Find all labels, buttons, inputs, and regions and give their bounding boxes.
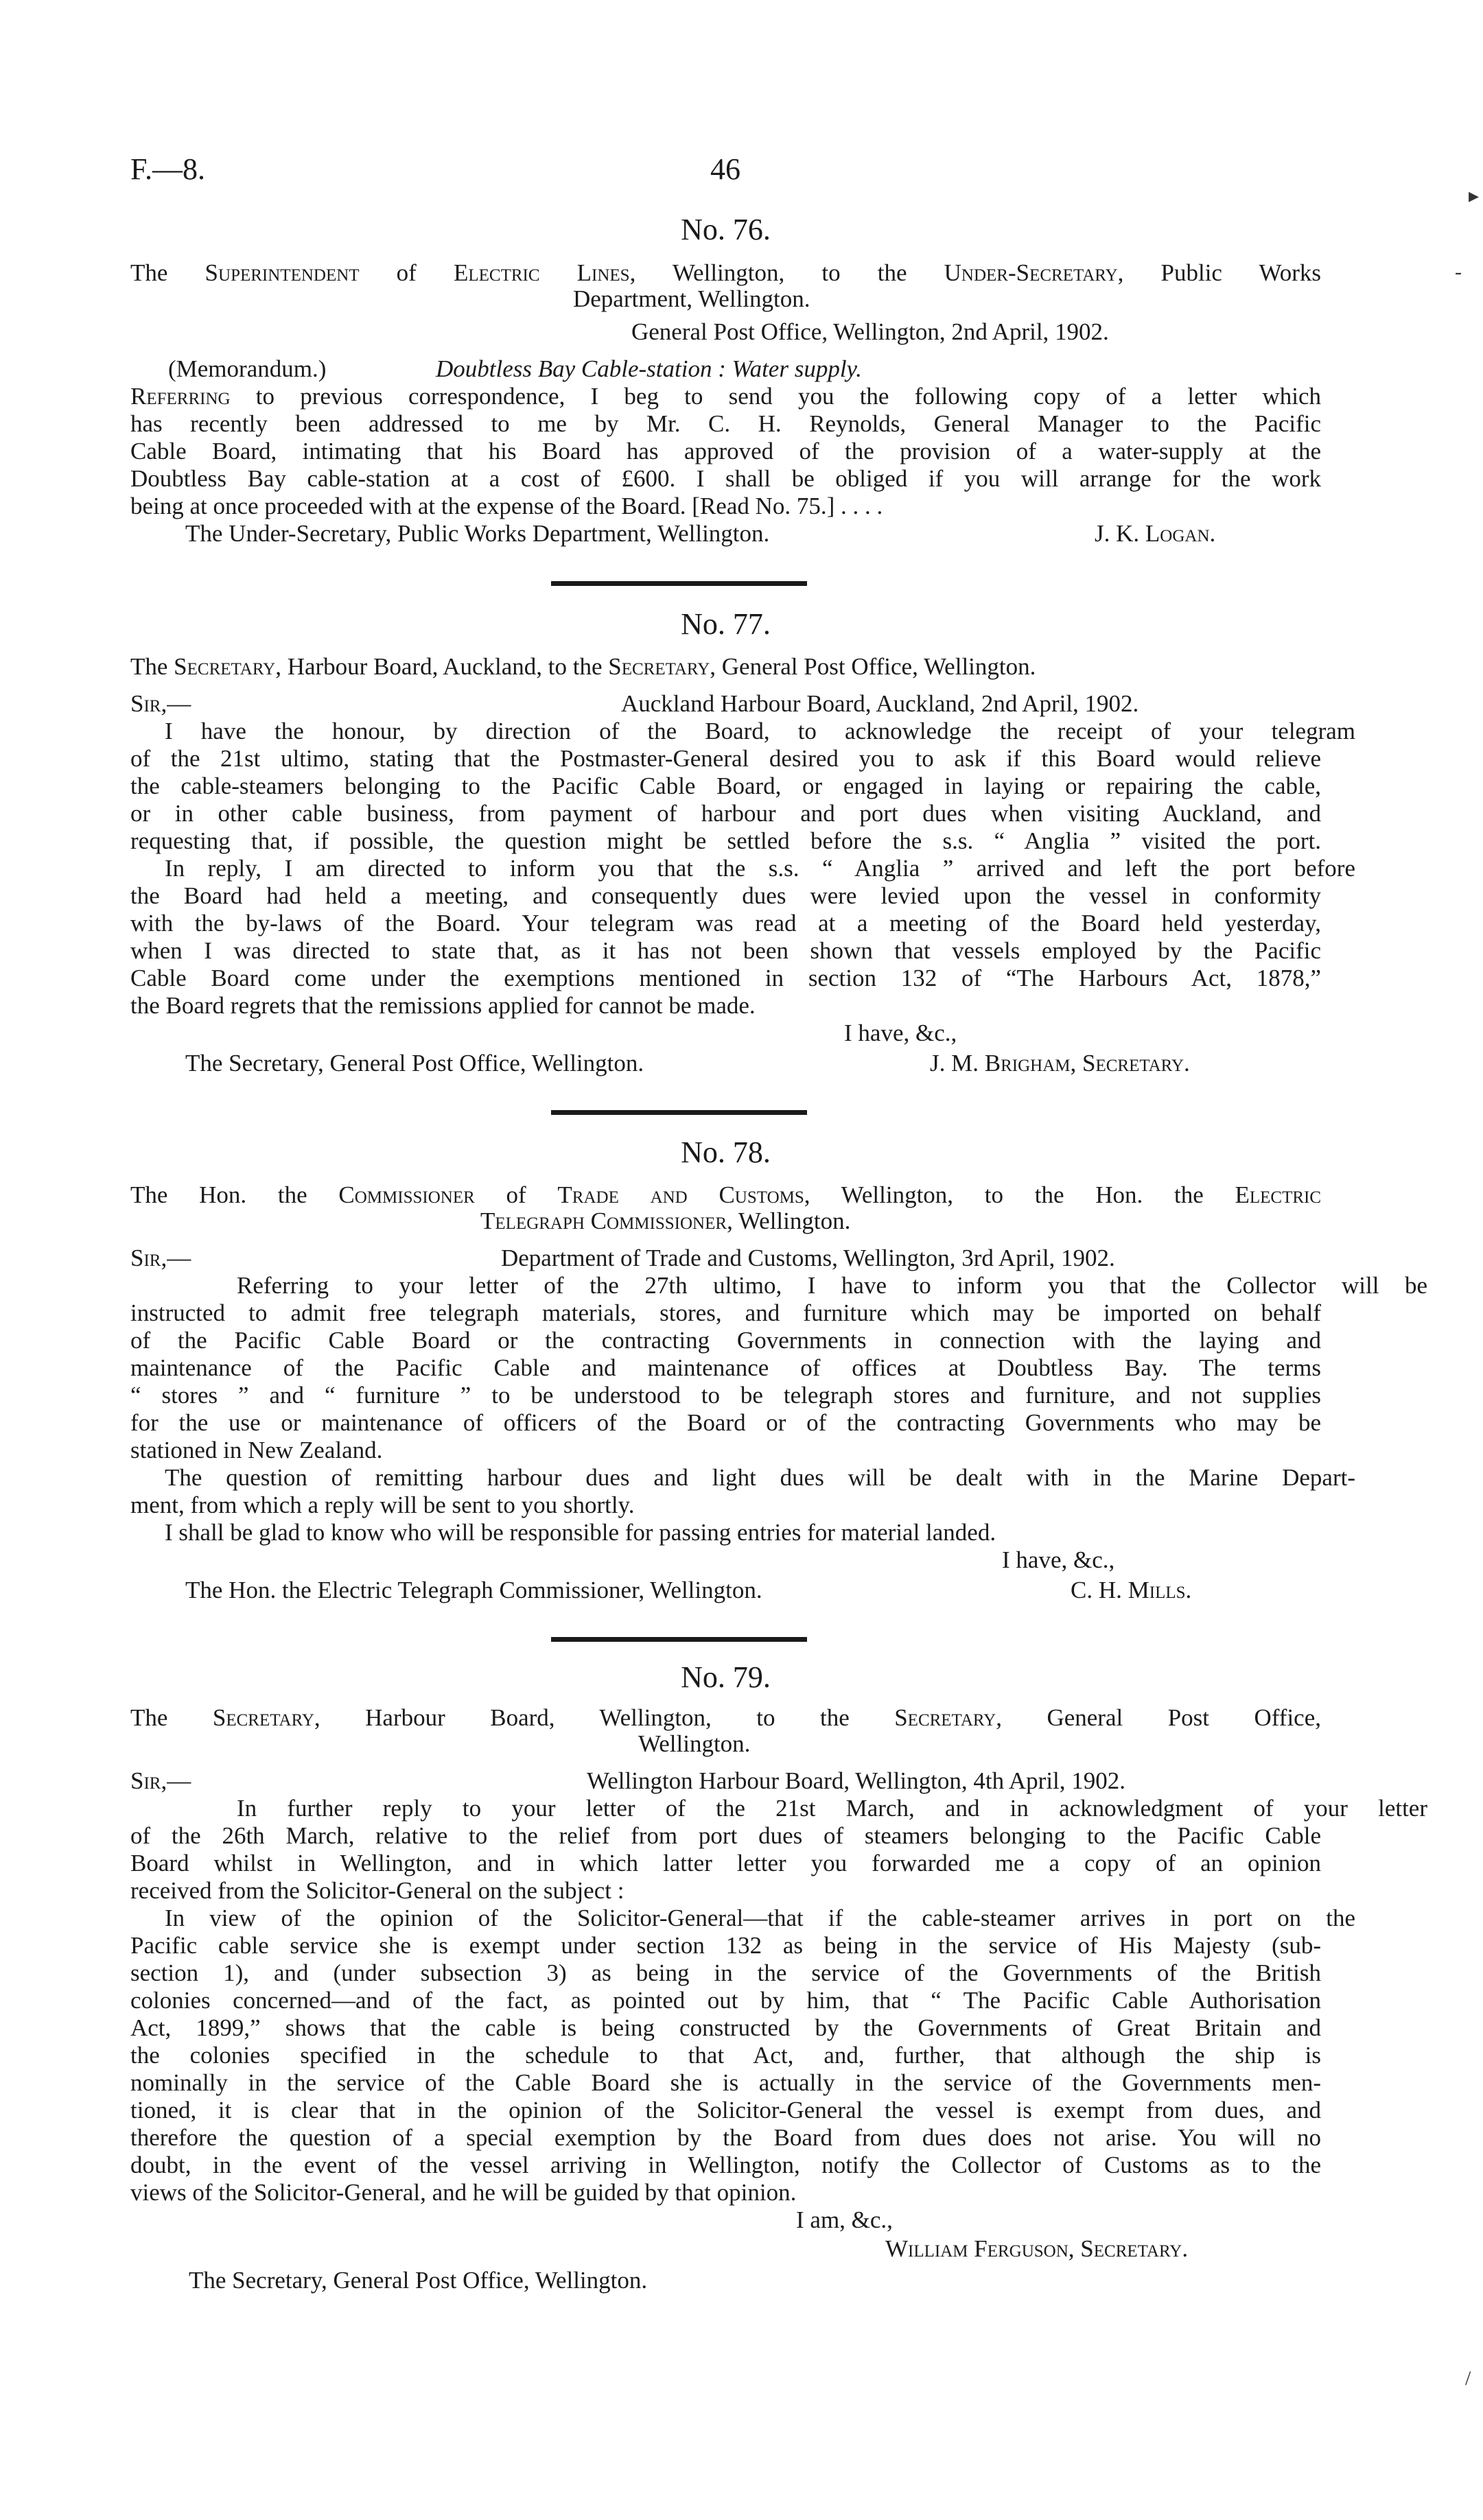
body-line: Doubtless Bay cable-station at a cost of £600. I shall be obliged if you will arrange for the work bbox=[130, 465, 1321, 492]
route-line: The Hon. the Commissioner of Trade and Customs, Wellington, to the Hon. the Electric bbox=[130, 1181, 1321, 1208]
signature: J. K. Logan. bbox=[1095, 520, 1216, 547]
body-line: Referring to previous correspondence, I beg to send you the following copy of a letter which bbox=[130, 383, 1321, 410]
body-line: I have the honour, by direction of the Board, to acknowledge the receipt of your telegram bbox=[165, 718, 1355, 744]
dateline: Department of Trade and Customs, Wellington, 3rd April, 1902. bbox=[501, 1245, 1115, 1271]
body-line: the cable-steamers belonging to the Pacific Cable Board, or engaged in laying or repairing the cable, bbox=[130, 773, 1321, 799]
body-line: instructed to admit free telegraph materials, stores, and furniture which may be imported on behalf bbox=[130, 1299, 1321, 1326]
body-line: of the Pacific Cable Board or the contracting Governments in connection with the laying and bbox=[130, 1327, 1321, 1354]
body-line: In view of the opinion of the Solicitor-General—that if the cable-steamer arrives in port on the bbox=[165, 1905, 1355, 1931]
body-line: Act, 1899,” shows that the cable is being constructed by the Governments of Great Britain and bbox=[130, 2014, 1321, 2041]
memo-label: (Memorandum.) bbox=[168, 355, 327, 382]
body-line: Cable Board come under the exemptions mentioned in section 132 of “The Harbours Act, 1878,” bbox=[130, 965, 1321, 991]
body-line: views of the Solicitor-General, and he will be guided by that opinion. bbox=[130, 2179, 797, 2206]
body-line: Referring to your letter of the 27th ultimo, I have to inform you that the Collector will be bbox=[237, 1272, 1427, 1299]
doc-number: No. 77. bbox=[681, 607, 771, 641]
body-line: therefore the question of a special exemption by the Board from dues does not arise. You will no bbox=[130, 2124, 1321, 2151]
body-line: doubt, in the event of the vessel arriving in Wellington, notify the Collector of Customs as to the bbox=[130, 2152, 1321, 2178]
body-line: has recently been addressed to me by Mr. C. H. Reynolds, General Manager to the Pacific bbox=[130, 410, 1321, 437]
section-divider bbox=[551, 1637, 807, 1642]
route-line: Department, Wellington. bbox=[573, 285, 810, 312]
addressee: The Secretary, General Post Office, Wellington. bbox=[185, 1050, 644, 1076]
doc-number: No. 78. bbox=[681, 1135, 771, 1169]
body-line: nominally in the service of the Cable Board she is actually in the service of the Governments men- bbox=[130, 2069, 1321, 2096]
body-line: the colonies specified in the schedule to that Act, and, further, that although the ship is bbox=[130, 2042, 1321, 2069]
body-line: ment, from which a reply will be sent to you shortly. bbox=[130, 1492, 635, 1518]
body-line: maintenance of the Pacific Cable and maintenance of offices at Doubtless Bay. The terms bbox=[130, 1354, 1321, 1381]
dateline: Auckland Harbour Board, Auckland, 2nd April, 1902. bbox=[621, 690, 1139, 717]
body-line: of the 21st ultimo, stating that the Postmaster-General desired you to ask if this Board would relieve bbox=[130, 745, 1321, 772]
route-line: Telegraph Commissioner, Wellington. bbox=[480, 1208, 851, 1234]
section-divider bbox=[551, 1110, 807, 1115]
body-line: or in other cable business, from payment of harbour and port dues when visiting Auckland, and bbox=[130, 800, 1321, 827]
signature: J. M. Brigham, Secretary. bbox=[930, 1050, 1190, 1076]
body-line: The question of remitting harbour dues and light dues will be dealt with in the Marine Depart- bbox=[165, 1464, 1355, 1491]
margin-mark: - bbox=[1455, 261, 1462, 283]
body-line: the Board regrets that the remissions applied for cannot be made. bbox=[130, 992, 756, 1019]
route-line: The Secretary, Harbour Board, Auckland, to the Secretary, General Post Office, Wellington. bbox=[130, 653, 1036, 680]
body-line: I shall be glad to know who will be responsible for passing entries for material landed. bbox=[165, 1519, 996, 1546]
body-line: with the by-laws of the Board. Your telegram was read at a meeting of the Board held yesterday, bbox=[130, 910, 1321, 937]
body-line: stationed in New Zealand. bbox=[130, 1437, 383, 1463]
body-line: for the use or maintenance of officers of the Board or of the contracting Governments who may be bbox=[130, 1409, 1321, 1436]
salutation: Sir,— bbox=[130, 1767, 191, 1794]
salutation: Sir,— bbox=[130, 1245, 191, 1271]
signature: C. H. Mills. bbox=[1071, 1577, 1192, 1603]
body-line: requesting that, if possible, the question might be settled before the s.s. “ Anglia ” visited the port. bbox=[130, 827, 1321, 854]
closing: I have, &c., bbox=[844, 1020, 957, 1046]
page-number: 46 bbox=[710, 152, 740, 186]
body-line: In reply, I am directed to inform you that the s.s. “ Anglia ” arrived and left the port before bbox=[165, 855, 1355, 882]
body-line: Cable Board, intimating that his Board has approved of the provision of a water-supply at the bbox=[130, 438, 1321, 464]
body-line: received from the Solicitor-General on the subject : bbox=[130, 1877, 624, 1904]
doc-number: No. 76. bbox=[681, 213, 771, 246]
addressee: The Under-Secretary, Public Works Department, Wellington. bbox=[185, 520, 770, 547]
body-line: Board whilst in Wellington, and in which latter letter you forwarded me a copy of an opinion bbox=[130, 1850, 1321, 1876]
margin-mark: ▸ bbox=[1469, 185, 1480, 207]
body-line: colonies concerned—and of the fact, as pointed out by him, that “ The Pacific Cable Authorisation bbox=[130, 1987, 1321, 2014]
route-line: Wellington. bbox=[638, 1730, 751, 1757]
route-line: The Superintendent of Electric Lines, Wellington, to the Under-Secretary, Public Works bbox=[130, 259, 1321, 286]
page-ref: F.—8. bbox=[130, 152, 205, 186]
body-line: of the 26th March, relative to the relief from port dues of steamers belonging to the Pacific Cable bbox=[130, 1822, 1321, 1849]
closing: I have, &c., bbox=[1002, 1546, 1115, 1573]
margin-mark: / bbox=[1465, 2367, 1471, 2390]
signature: William Ferguson, Secretary. bbox=[885, 2235, 1189, 2262]
dateline: General Post Office, Wellington, 2nd April, 1902. bbox=[631, 318, 1109, 345]
body-line: tioned, it is clear that in the opinion of the Solicitor-General the vessel is exempt from dues, and bbox=[130, 2097, 1321, 2123]
body-line: section 1), and (under subsection 3) as being in the service of the Governments of the British bbox=[130, 1959, 1321, 1986]
addressee: The Hon. the Electric Telegraph Commissioner, Wellington. bbox=[185, 1577, 762, 1603]
addressee: The Secretary, General Post Office, Wellington. bbox=[189, 2267, 648, 2294]
closing: I am, &c., bbox=[796, 2206, 893, 2233]
body-line: In further reply to your letter of the 21st March, and in acknowledgment of your letter bbox=[237, 1795, 1427, 1822]
dateline: Wellington Harbour Board, Wellington, 4th April, 1902. bbox=[587, 1767, 1126, 1794]
body-line: being at once proceeded with at the expense of the Board. [Read No. 75.] . . . . bbox=[130, 493, 883, 519]
salutation: Sir,— bbox=[130, 690, 191, 717]
section-divider bbox=[551, 581, 807, 586]
body-line: when I was directed to state that, as it has not been shown that vessels employed by the Pacific bbox=[130, 937, 1321, 964]
body-line: the Board had held a meeting, and consequently dues were levied upon the vessel in conformity bbox=[130, 882, 1321, 909]
body-line: “ stores ” and “ furniture ” to be understood to be telegraph stores and furniture, and not supplies bbox=[130, 1382, 1321, 1409]
route-line: The Secretary, Harbour Board, Wellington, to the Secretary, General Post Office, bbox=[130, 1704, 1321, 1731]
doc-number: No. 79. bbox=[681, 1660, 771, 1694]
body-line: Pacific cable service she is exempt under section 132 as being in the service of His Majesty (sub- bbox=[130, 1932, 1321, 1959]
memo-subject: Doubtless Bay Cable-station : Water supply. bbox=[436, 355, 862, 382]
